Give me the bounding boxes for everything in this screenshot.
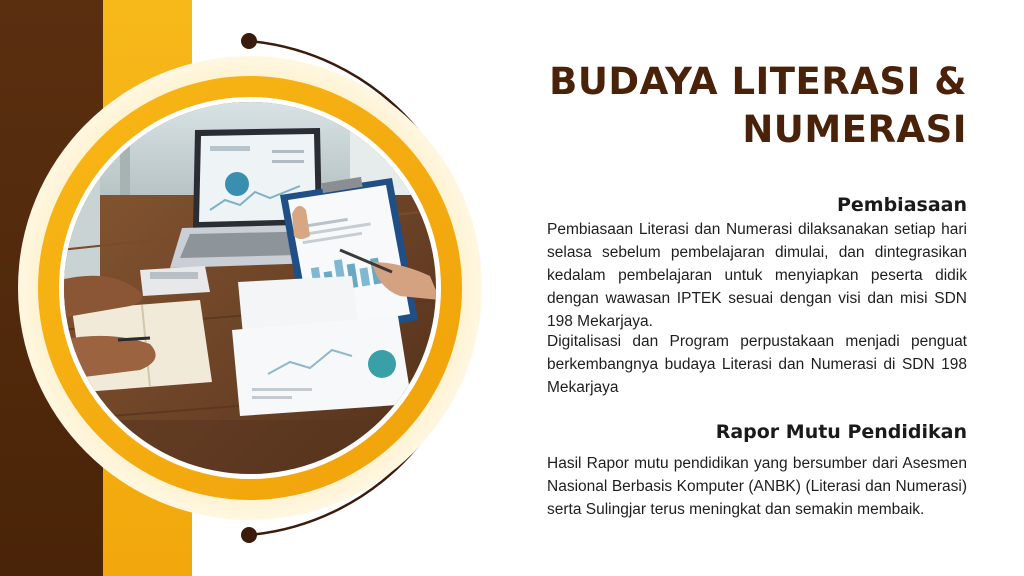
section-heading-pembiasaan: Pembiasaan <box>836 194 967 216</box>
slide-title: BUDAYA LITERASI & NUMERASI <box>549 60 967 151</box>
arc-dot-top <box>241 33 257 49</box>
section-heading-rapor-mutu: Rapor Mutu Pendidikan <box>715 421 967 443</box>
arc-dot-bottom <box>241 527 257 543</box>
rapor-mutu-paragraph: Hasil Rapor mutu pendidikan yang bersumber dari Asesmen Nasional Berbasis Komputer (ANBK) (Literasi dan Numerasi) serta Sulingjar terus meningkat dan semakin membaik. <box>547 455 967 518</box>
pembiasaan-paragraph-2: Digitalisasi dan Program perpustakaan menjadi penguat berkembangnya budaya Literasi dan Numerasi di SDN 198 Mekarjaya <box>547 333 967 396</box>
pembiasaan-paragraph-1: Pembiasaan Literasi dan Numerasi dilaksanakan setiap hari selasa sebelum pembelajaran dimulai, dan dintegrasikan kedalam pembelajaran untuk menyiapkan peserta didik dengan wawasan IPTEK sesuai dengan visi dan misi SDN 198 Mekarjaya. <box>547 221 967 330</box>
